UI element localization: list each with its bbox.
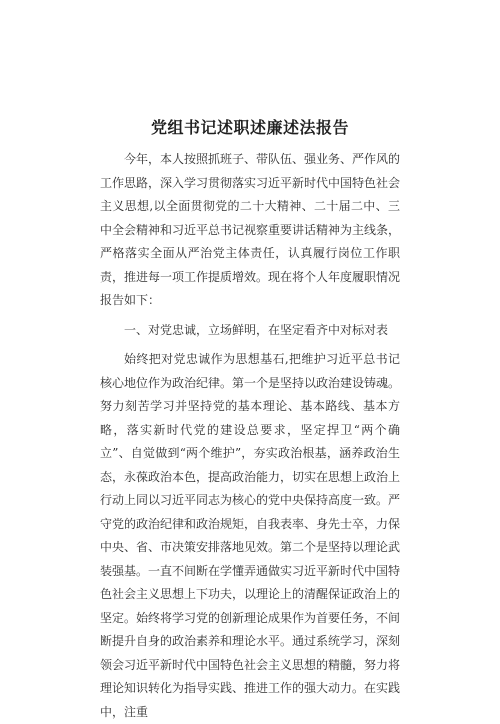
section-heading-1: 一、对党忠诚，立场鲜明，在坚定看齐中对标对表 (124, 322, 389, 337)
document-title: 党组书记述职述廉述法报告 (150, 118, 349, 137)
intro-paragraph: 今年，本人按照抓班子、带队伍、强业务、严作风的工作思路，深入学习贯彻落实习近平新时代中国特色社会主义思想,以全面贯彻党的二十大精神、二十届二中、三中全会精神和习近平总书记视察重要讲话精神为主线条，严格落实全面从严治党主体责任，认真履行岗位工作职责，推进每一项工作提质增效。现在将个人年度履职情况报告如下： (100, 152, 401, 307)
section-1-paragraph: 始终把对党忠诚作为思想基石,把维护习近平总书记核心地位作为政治纪律。第一个是坚持以政治建设铸魂。努力刻苦学习并坚持党的基本理论、基本路线、基本方略，落实新时代党的建设总要求，坚定捍卫“两个确立”、自觉做到“两个维护”，夯实政治根基，涵养政治生态，永葆政治本色，提高政治能力，切实在思想上政治上行动上同以习近平同志为核心的党中央保持高度一致。严守党的政治纪律和政治规矩，自我表率、身先士卒，力保中央、省、市决策安排落地见效。第二个是坚持以理论武装强基。一直不间断在学懂弄通做实习近平新时代中国特色社会主义思想上下功夫，以理论上的清醒保证政治上的坚定。始终将学习党的创新理论成果作为首要任务，不间断提升自身的政治素养和理论水平。通过系统学习，深刻领会习近平新时代中国特色社会主义思想的精髓，努力将理论知识转化为指导实践、推进工作的强大动力。在实践中，注重 (100, 352, 401, 719)
document-body (100, 148, 400, 724)
